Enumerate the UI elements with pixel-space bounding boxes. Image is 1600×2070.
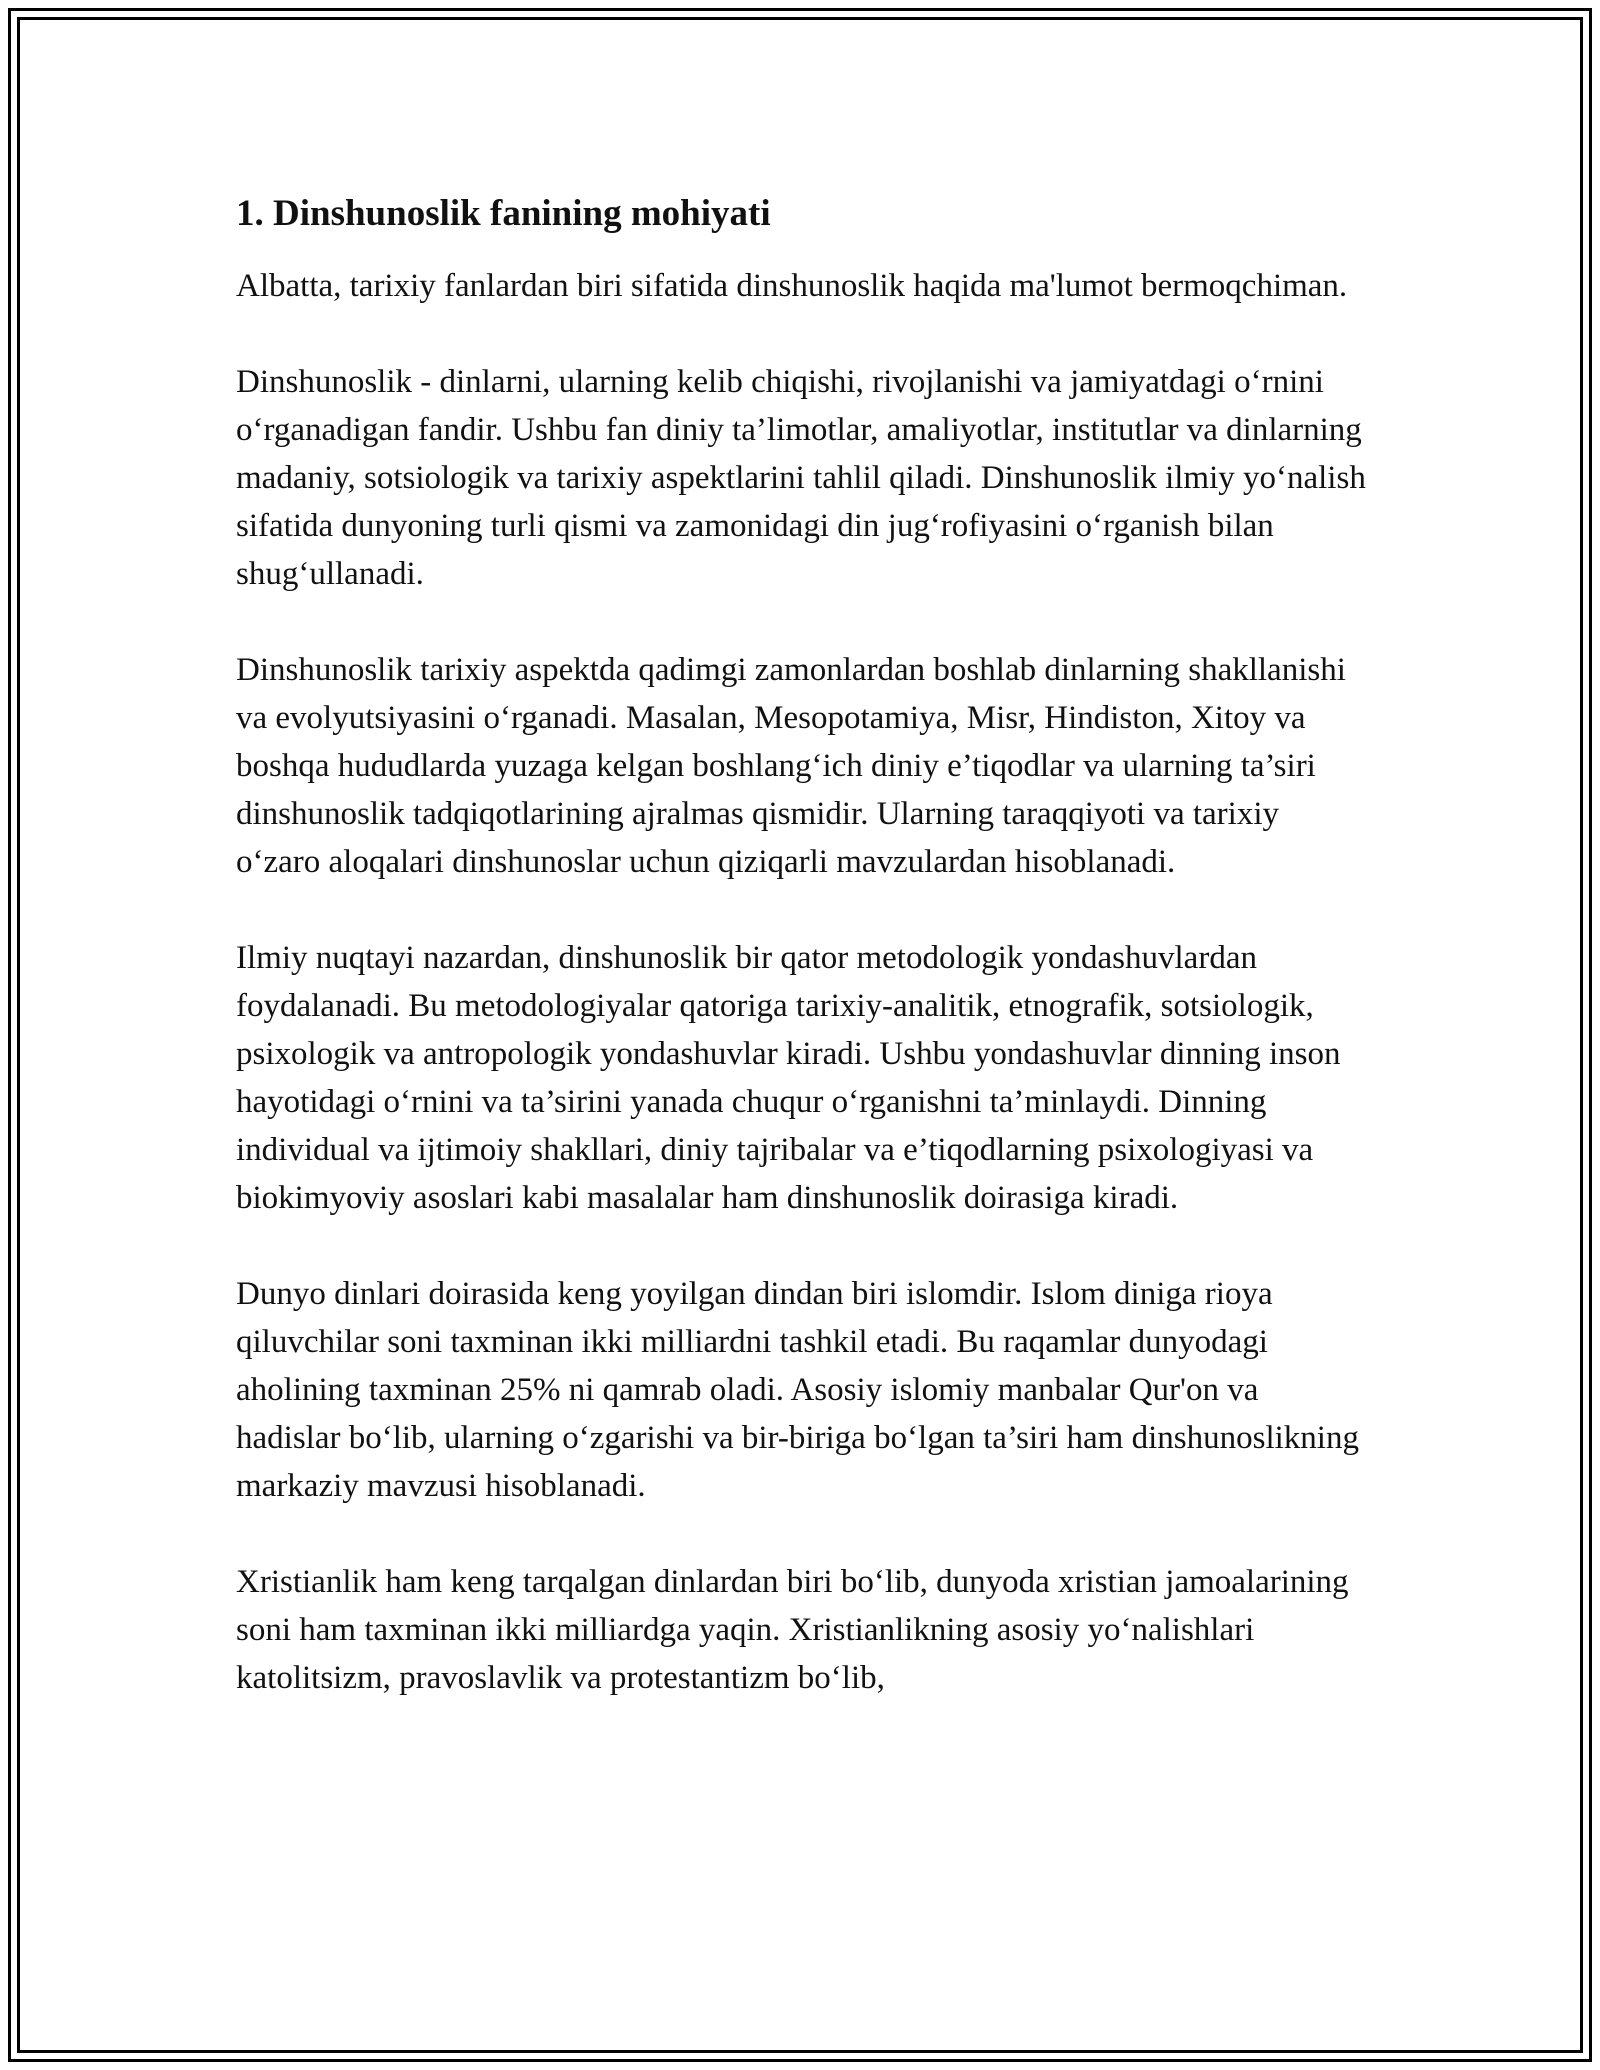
paragraph-history: Dinshunoslik tarixiy aspektda qadimgi zamonlardan boshlab dinlarning shakllanishi va evolyutsiyasini o‘rganadi. Masalan, Mesopotamiya, Misr, Hindiston, Xitoy va boshqa hududlarda yuzaga kelgan boshlang‘ich diniy e’tiqodlar va ularning ta’siri dinshunoslik tadqiqotlarining ajralmas qismidir. Ularning taraqqiyoti va tarixiy o‘zaro aloqalari dinshunoslar uchun qiziqarli mavzulardan hisoblanadi. bbox=[236, 652, 1346, 880]
paragraph-christianity: Xristianlik ham keng tarqalgan dinlardan biri bo‘lib, dunyoda xristian jamoalarining soni ham taxminan ikki milliardga yaqin. Xristianlikning asosiy yo‘nalishlari katolitsizm, pravoslavlik va protestantizm bo‘lib, bbox=[236, 1564, 1349, 1696]
paragraph-intro: Albatta, tarixiy fanlardan biri sifatida dinshunoslik haqida ma'lumot bermoqchiman. bbox=[236, 268, 1348, 304]
paragraph-definition: Dinshunoslik - dinlarni, ularning kelib chiqishi, rivojlanishi va jamiyatdagi o‘rnini o‘rganadigan fandir. Ushbu fan diniy ta’limotlar, amaliyotlar, institutlar va dinlarning madaniy, sotsiologik va tarixiy aspektlarini tahlil qiladi. Dinshunoslik ilmiy yo‘nalish sifatida dunyoning turli qismi va zamonidagi din jug‘rofiyasini o‘rganish bilan shug‘ullanadi. bbox=[236, 364, 1366, 592]
document-body bbox=[236, 190, 1366, 1702]
section-title: 1. Dinshunoslik fanining mohiyati bbox=[236, 193, 771, 234]
paragraph-methodology: Ilmiy nuqtayi nazardan, dinshunoslik bir qator metodologik yondashuvlardan foydalanadi. Bu metodologiyalar qatoriga tarixiy-analitik, etnografik, sotsiologik, psixologik va antropologik yondashuvlar kiradi. Ushbu yondashuvlar dinning inson hayotidagi o‘rnini va ta’sirini yanada chuqur o‘rganishni ta’minlaydi. Dinning individual va ijtimoiy shakllari, diniy tajribalar va e’tiqodlarning psixologiyasi va biokimyoviy asoslari kabi masalalar ham dinshunoslik doirasiga kiradi. bbox=[236, 940, 1341, 1216]
paragraph-islam: Dunyo dinlari doirasida keng yoyilgan dindan biri islomdir. Islom diniga rioya qiluvchilar soni taxminan ikki milliardni tashkil etadi. Bu raqamlar dunyodagi aholining taxminan 25% ni qamrab oladi. Asosiy islomiy manbalar Qur'on va hadislar bo‘lib, ularning o‘zgarishi va bir-biriga bo‘lgan ta’siri ham dinshunoslikning markaziy mavzusi hisoblanadi. bbox=[236, 1276, 1359, 1504]
